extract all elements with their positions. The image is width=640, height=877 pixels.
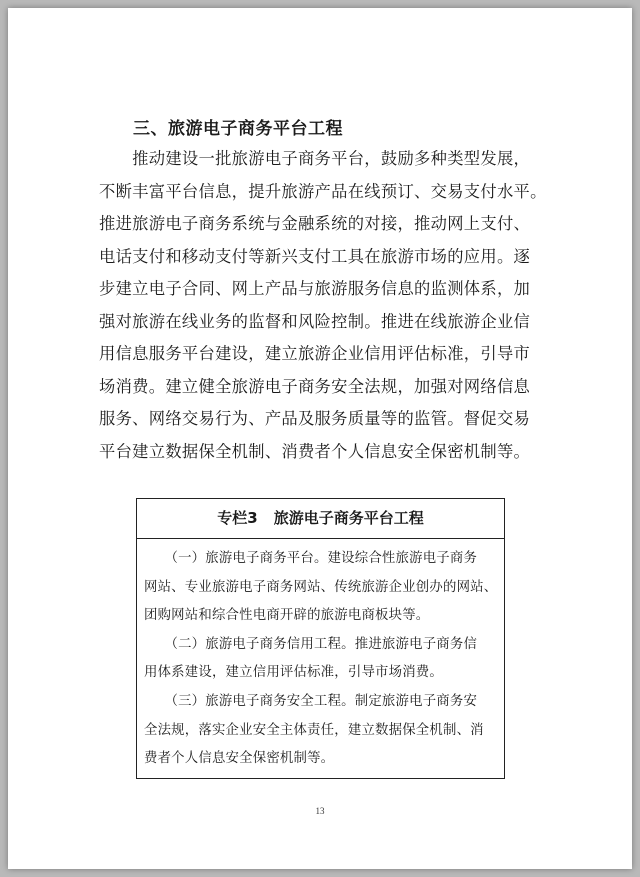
column-box-title-text: 旅游电子商务平台工程 [273, 509, 424, 527]
page-number: 13 [315, 806, 325, 816]
body-line: 用信息服务平台建设，建立旅游企业信用评估标准，引导市 [99, 344, 531, 363]
document-page [8, 8, 632, 869]
box-line: 团购网站和综合性电商开辟的旅游电商板块等。 [144, 608, 430, 624]
box-line: （三）旅游电子商务安全工程。制定旅游电子商务安 [144, 693, 478, 709]
column-box [136, 498, 505, 779]
box-line: 全法规，落实企业安全主体责任，建立数据保全机制、消 [144, 722, 484, 738]
column-box-label: 专栏3 [217, 509, 258, 527]
body-line: 强对旅游在线业务的监督和风险控制。推进在线旅游企业信 [99, 311, 531, 331]
box-line: （二）旅游电子商务信用工程。推进旅游电子商务信 [144, 636, 478, 652]
section-heading: 三、旅游电子商务平台工程 [133, 119, 343, 139]
section-body [99, 143, 579, 468]
body-line: 服务、网络交易行为、产品及服务质量等的监管。督促交易 [99, 409, 531, 428]
box-line: 费者个人信息安全保密机制等。 [144, 751, 335, 767]
box-line: 网站、专业旅游电子商务网站、传统旅游企业创办的网站、 [144, 579, 498, 595]
column-box-title [137, 499, 504, 539]
body-line: 步建立电子合同、网上产品与旅游服务信息的监测体系，加 [99, 279, 531, 298]
body-line: 推动建设一批旅游电子商务平台，鼓励多种类型发展， [99, 149, 531, 168]
body-line: 推进旅游电子商务系统与金融系统的对接，推动网上支付、 [99, 214, 531, 233]
column-box-body [137, 539, 504, 774]
box-line: 用体系建设，建立信用评估标准，引导市场消费。 [144, 665, 443, 681]
box-line: （一）旅游电子商务平台。建设综合性旅游电子商务 [144, 551, 478, 566]
body-line: 场消费。建立健全旅游电子商务安全法规，加强对网络信息 [99, 376, 531, 396]
body-line: 电话支付和移动支付等新兴支付工具在旅游市场的应用。逐 [99, 246, 531, 266]
body-line: 平台建立数据保全机制、消费者个人信息安全保密机制等。 [99, 441, 531, 461]
body-line: 不断丰富平台信息，提升旅游产品在线预订、交易支付水平。 [99, 181, 547, 201]
